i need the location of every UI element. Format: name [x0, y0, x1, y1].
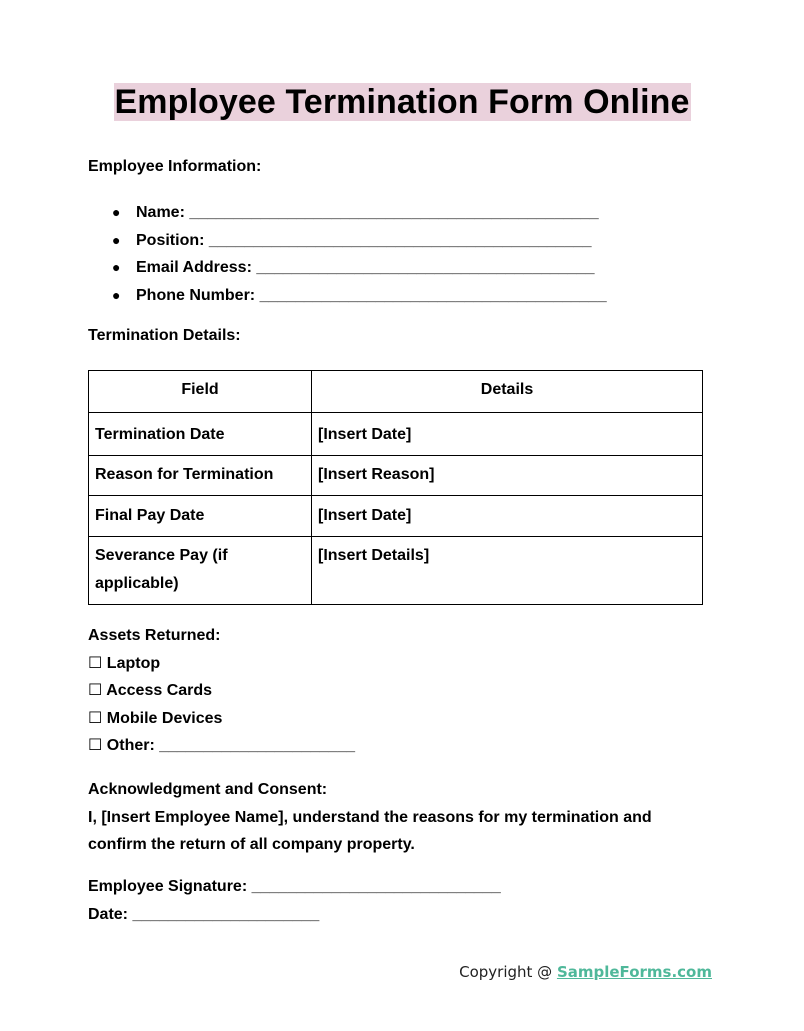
table-cell: [Insert Date] — [312, 496, 703, 537]
table-cell: Reason for Termination — [89, 456, 312, 496]
table-cell: Termination Date — [89, 413, 312, 456]
title-wrap — [0, 83, 804, 121]
date-line: Date: _____________________ — [88, 905, 320, 923]
column-header-field: Field — [89, 371, 312, 413]
list-item — [112, 254, 607, 282]
bullet-icon: ● — [112, 231, 121, 248]
bullet-icon: ● — [112, 204, 121, 220]
footer-copyright — [459, 963, 712, 981]
table-cell: Final Pay Date — [89, 496, 312, 537]
asset-other-checkbox: ☐ Other: ______________________ — [88, 737, 355, 754]
asset-mobile-devices-checkbox: ☐ Mobile Devices — [88, 709, 223, 727]
table-cell: Severance Pay (if applicable) — [89, 537, 312, 605]
table-header-row — [89, 371, 703, 413]
bullet-icon: ● — [112, 287, 121, 304]
table-row — [89, 456, 703, 496]
signature-section — [88, 873, 501, 928]
phone-field: Phone Number: _______________________________________ — [136, 287, 607, 305]
asset-access-cards-checkbox: ☐ Access Cards — [88, 682, 213, 699]
assets-heading: Assets Returned: — [88, 627, 221, 644]
table-row — [89, 537, 703, 605]
document-title: Employee Termination Form Online — [114, 83, 690, 121]
position-field: Position: ___________________________________________ — [136, 231, 592, 249]
list-item — [112, 199, 607, 227]
acknowledgment-section — [88, 776, 652, 859]
termination-details-table — [88, 370, 703, 605]
sampleforms-link[interactable]: SampleForms.com — [556, 963, 712, 981]
table-cell: [Insert Details] — [312, 537, 703, 605]
employee-info-heading: Employee Information: — [88, 158, 262, 175]
copyright-prefix: Copyright @ — [459, 963, 557, 981]
table-row — [89, 496, 703, 537]
name-field: Name: ______________________________________________ — [136, 204, 599, 221]
assets-section — [88, 622, 355, 760]
acknowledgment-text-line-2: confirm the return of all company property. — [88, 836, 415, 853]
bullet-icon: ● — [112, 259, 121, 276]
asset-laptop-checkbox: ☐ Laptop — [88, 654, 161, 672]
acknowledgment-text-line-1: I, [Insert Employee Name], understand the reasons for my termination and — [88, 808, 652, 826]
employee-info-list — [112, 199, 607, 310]
termination-details-heading: Termination Details: — [88, 327, 241, 344]
table-row — [89, 413, 703, 456]
list-item — [112, 227, 607, 255]
email-field: Email Address: ______________________________________ — [136, 259, 595, 277]
table-cell: [Insert Date] — [312, 413, 703, 456]
employee-signature-line: Employee Signature: ____________________________ — [88, 878, 501, 895]
table-cell: [Insert Reason] — [312, 456, 703, 496]
acknowledgment-heading: Acknowledgment and Consent: — [88, 781, 328, 798]
list-item — [112, 282, 607, 310]
column-header-details: Details — [312, 371, 703, 413]
